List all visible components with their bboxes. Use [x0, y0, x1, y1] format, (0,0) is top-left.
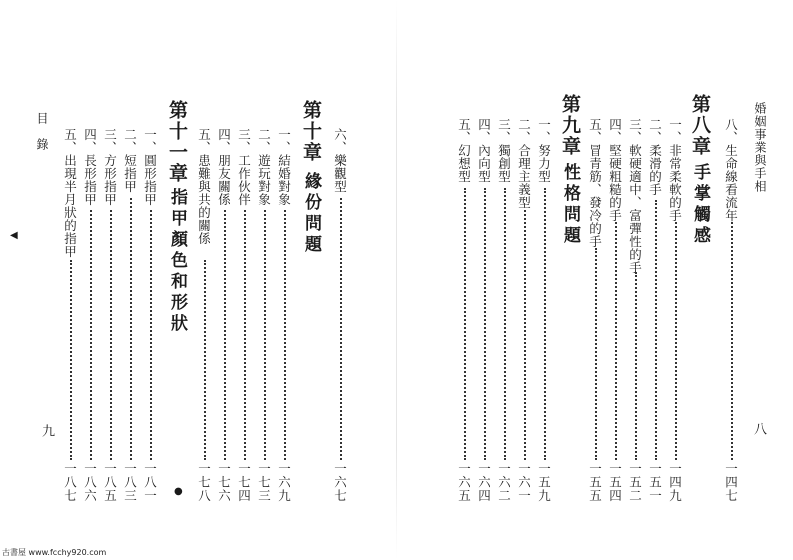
- toc-leader-dots: [90, 210, 92, 460]
- toc-entry-page: 一七四: [236, 462, 252, 503]
- toc-entry-page: 一八一: [142, 462, 158, 503]
- toc-entry-label: 二、短指甲: [122, 128, 138, 193]
- toc-entry-label: 四、長形指甲: [82, 128, 98, 206]
- toc-leader-dots: [524, 210, 526, 460]
- chapter-heading-10: 第十章: [300, 100, 322, 163]
- toc-entry-page: 一八七: [62, 462, 78, 503]
- toc-entry-label: 五、幻想型: [456, 118, 472, 183]
- chapter-heading-8: 第八章: [689, 94, 711, 157]
- toc-entry-page: 一五九: [536, 462, 552, 503]
- toc-entry-label: 五、出現半月狀的指甲: [62, 128, 78, 258]
- toc-entry-label: 一、結婚對象: [276, 128, 292, 206]
- toc-entry-label: 五、患難與共的關係: [196, 128, 212, 245]
- chapter-heading-9: 第九章: [559, 94, 581, 157]
- toc-leader-dots: [675, 222, 677, 460]
- toc-entry-page: 一八六: [82, 462, 98, 503]
- toc-entry-page: 一八五: [102, 462, 118, 503]
- toc-leader-dots: [340, 198, 342, 460]
- toc-entry-label: 八、生命線看流年: [723, 118, 739, 222]
- toc-entry-page: 一四七: [723, 462, 739, 503]
- toc-entry-page: 一五二: [627, 462, 643, 503]
- toc-entry-label: 三、工作伙伴: [236, 128, 252, 206]
- toc-entry-page: 一七六: [216, 462, 232, 503]
- toc-leader-dots: [595, 248, 597, 460]
- toc-entry-page: 一四九: [667, 462, 683, 503]
- toc-leader-dots: [544, 188, 546, 460]
- toc-entry-label: 四、堅硬粗糙的手: [607, 118, 623, 222]
- site-watermark: 古書屋 www.fcchy920.com: [2, 548, 107, 557]
- toc-entry-page: 一六四: [476, 462, 492, 503]
- toc-leader-dots: [264, 210, 266, 460]
- toc-entry-label: 二、合理主義型: [516, 118, 532, 209]
- toc-leader-dots: [464, 188, 466, 460]
- scan-mark: ●: [174, 486, 183, 497]
- toc-entry-page: 一六二: [496, 462, 512, 503]
- toc-entry-page: 一七三: [256, 462, 272, 503]
- contents-header: 目錄: [35, 112, 49, 164]
- toc-entry-label: 四、朋友關係: [216, 128, 232, 206]
- toc-entry-page: 一八三: [122, 462, 138, 503]
- toc-entry-label: 二、遊玩對象: [256, 128, 272, 206]
- toc-entry-label: 三、獨創型: [496, 118, 512, 183]
- toc-entry-page: 一五四: [607, 462, 623, 503]
- toc-leader-dots: [484, 188, 486, 460]
- chapter-title-9: 性格問題: [560, 163, 580, 247]
- scan-mark: ◀: [10, 230, 18, 241]
- toc-leader-dots: [731, 222, 733, 460]
- toc-entry-label: 一、圓形指甲: [142, 128, 158, 206]
- page-gutter: [396, 0, 397, 560]
- chapter-title-10: 緣份問題: [301, 172, 321, 256]
- toc-leader-dots: [130, 198, 132, 460]
- toc-entry-page: 一七八: [196, 462, 212, 503]
- toc-leader-dots: [150, 210, 152, 460]
- toc-entry-label: 六、樂觀型: [332, 128, 348, 193]
- toc-entry-label: 二、柔滑的手: [647, 118, 663, 196]
- toc-leader-dots: [204, 260, 206, 460]
- toc-entry-label: 三、軟硬適中、富彈性的手: [627, 118, 643, 274]
- toc-entry-page: 一五一: [647, 462, 663, 503]
- toc-leader-dots: [635, 272, 637, 460]
- toc-entry-page: 一五五: [587, 462, 603, 503]
- toc-leader-dots: [244, 210, 246, 460]
- page-folio-left: 九: [39, 424, 54, 437]
- chapter-heading-11: 第十一章: [166, 100, 188, 184]
- toc-leader-dots: [615, 222, 617, 460]
- toc-entry-page: 一六一: [516, 462, 532, 503]
- toc-entry-label: 五、冒青筋、發冷的手: [587, 118, 603, 248]
- toc-leader-dots: [504, 188, 506, 460]
- toc-leader-dots: [70, 260, 72, 460]
- toc-leader-dots: [110, 210, 112, 460]
- toc-leader-dots: [655, 200, 657, 460]
- toc-leader-dots: [284, 210, 286, 460]
- chapter-title-11: 指甲顏色和形狀: [167, 188, 187, 335]
- chapter-title-8: 手掌觸感: [690, 163, 710, 247]
- toc-entry-label: 四、內向型: [476, 118, 492, 183]
- toc-entry-label: 三、方形指甲: [102, 128, 118, 206]
- toc-entry-page: 一六九: [276, 462, 292, 503]
- toc-leader-dots: [224, 210, 226, 460]
- running-header: 婚姻事業與手相: [753, 102, 767, 193]
- toc-entry-label: 一、努力型: [536, 118, 552, 183]
- toc-entry-page: 一六五: [456, 462, 472, 503]
- toc-entry-page: 一六七: [332, 462, 348, 503]
- toc-entry-label: 一、非常柔軟的手: [667, 118, 683, 222]
- page-folio-right: 八: [751, 422, 766, 435]
